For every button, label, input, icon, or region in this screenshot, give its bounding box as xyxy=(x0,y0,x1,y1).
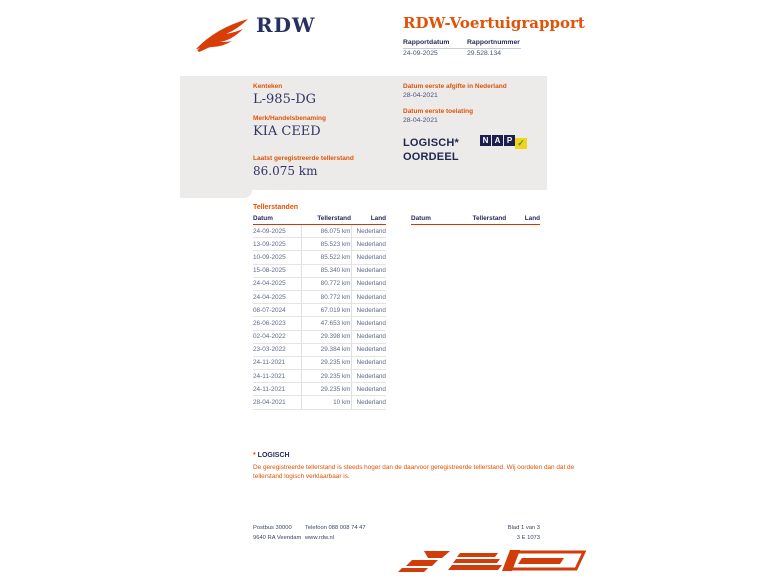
table-cell: 10-09-2025 xyxy=(253,251,301,264)
footer-form-code: 3 E 1073 xyxy=(516,535,540,541)
nap-letter-a: A xyxy=(492,135,503,146)
table-cell: 28-04-2021 xyxy=(253,396,301,409)
tellerstand-value: 86.075 km xyxy=(253,164,318,178)
table-cell: 86.075 km xyxy=(301,225,351,238)
table-cell: 15-08-2025 xyxy=(253,264,301,277)
footer-website: www.rdw.nl xyxy=(305,535,334,541)
table-cell: Nederland xyxy=(351,317,386,330)
oordeel-text xyxy=(403,136,459,164)
table-cell: Nederland xyxy=(351,343,386,356)
table-row xyxy=(253,238,386,251)
table-cell: Nederland xyxy=(351,304,386,317)
footnote-text: De geregistreerde tellerstand is steeds hoger dan de daarvoor geregistreerde tellerstand. Wij oordelen dan dat de tellerstand logisch verklaarbaar is. xyxy=(253,464,575,480)
panel-corner-tab xyxy=(180,190,252,198)
footer-address xyxy=(253,523,301,543)
table-cell: Nederland xyxy=(351,251,386,264)
table-cell: 47.653 km xyxy=(301,317,351,330)
table-row xyxy=(253,383,386,396)
table-cell: 29.235 km xyxy=(301,383,351,396)
tellerstanden-table xyxy=(253,215,386,410)
table-cell: 29.384 km xyxy=(301,343,351,356)
table-cell: Nederland xyxy=(351,383,386,396)
nap-checkmark-icon: ✓ xyxy=(515,138,527,149)
table-row xyxy=(253,396,386,409)
summary-left-column xyxy=(253,83,403,139)
table-cell: Nederland xyxy=(351,290,386,303)
afgifte-value: 28-04-2021 xyxy=(403,92,438,99)
nap-logo xyxy=(480,135,527,149)
column-header-tellerstand: Tellerstand xyxy=(457,215,506,225)
column-header-land: Land xyxy=(351,215,386,225)
footnote-asterisk: * xyxy=(253,452,258,459)
table-cell: 80.772 km xyxy=(301,277,351,290)
table-cell: 02-04-2022 xyxy=(253,330,301,343)
table-row xyxy=(253,225,386,238)
report-number-value: 29.528.134 xyxy=(467,50,502,57)
table-cell: Nederland xyxy=(351,238,386,251)
report-meta-values xyxy=(403,50,521,57)
table-cell: 29.235 km xyxy=(301,370,351,383)
table-header-row xyxy=(411,215,540,225)
nap-letter-n: N xyxy=(480,135,491,146)
footer-page-number: Blad 1 van 3 xyxy=(507,525,540,531)
table-cell: Nederland xyxy=(351,396,386,409)
footer-page-info xyxy=(508,523,540,543)
report-title: RDW-Voertuigrapport xyxy=(403,14,585,32)
oordeel-line1: LOGISCH* xyxy=(403,137,459,149)
table-cell: 24-04-2025 xyxy=(253,290,301,303)
footer-address-line2: 9640 RA Veendam xyxy=(253,535,302,541)
column-header-land: Land xyxy=(506,215,540,225)
table-row xyxy=(253,343,386,356)
table-cell: 85.522 km xyxy=(301,251,351,264)
table-row xyxy=(253,317,386,330)
rdw-logo-text: RDW xyxy=(256,13,316,37)
merk-label: Merk/Handelsbenaming xyxy=(253,115,326,122)
tellerstand-label: Laatst geregistreerde tellerstand xyxy=(253,155,354,162)
kenteken-label: Kenteken xyxy=(253,83,283,90)
table-cell: 85.523 km xyxy=(301,238,351,251)
table-cell: 80.772 km xyxy=(301,290,351,303)
table-cell: 29.398 km xyxy=(301,330,351,343)
table-row xyxy=(253,330,386,343)
table-header-row xyxy=(253,215,386,225)
table-cell: 24-11-2021 xyxy=(253,356,301,369)
rdw-logo-wing-icon xyxy=(194,16,250,54)
summary-right-column xyxy=(403,83,543,133)
table-cell: Nederland xyxy=(351,277,386,290)
column-header-tellerstand: Tellerstand xyxy=(301,215,351,225)
table-row xyxy=(253,277,386,290)
table-cell: 23-03-2022 xyxy=(253,343,301,356)
footer-contact xyxy=(305,523,366,543)
table-cell: 08-07-2024 xyxy=(253,304,301,317)
oordeel-line2: OORDEEL xyxy=(403,151,459,163)
nap-letter-p: P xyxy=(504,135,515,146)
table-cell: 13-09-2025 xyxy=(253,238,301,251)
table-cell: Nederland xyxy=(351,356,386,369)
tellerstanden-table-body xyxy=(253,225,386,410)
table-row xyxy=(253,304,386,317)
report-number-label: Rapportnummer xyxy=(467,39,520,46)
footnote-title-text: LOGISCH xyxy=(257,452,290,459)
table-row xyxy=(253,290,386,303)
table-cell: 26-06-2023 xyxy=(253,317,301,330)
toelating-value: 28-04-2021 xyxy=(403,117,438,124)
table-cell: 10 km xyxy=(301,396,351,409)
tellerstanden-heading: Tellerstanden xyxy=(253,204,298,211)
table-cell: 24-09-2025 xyxy=(253,225,301,238)
table-cell: 24-04-2025 xyxy=(253,277,301,290)
table-row xyxy=(253,370,386,383)
footer-address-line1: Postbus 30000 xyxy=(253,525,292,531)
merk-value: KIA CEED xyxy=(253,124,321,139)
table-row xyxy=(253,251,386,264)
table-row xyxy=(253,264,386,277)
report-date-value: 24-09-2025 xyxy=(403,50,438,57)
table-cell: 29.235 km xyxy=(301,356,351,369)
column-header-datum: Datum xyxy=(253,215,301,225)
decorative-stripes-graphic xyxy=(398,545,594,575)
table-cell: 24-11-2021 xyxy=(253,370,301,383)
table-cell: 85.340 km xyxy=(301,264,351,277)
vehicle-summary-panel xyxy=(180,76,547,190)
footer-phone: Telefoon 088 008 74 47 xyxy=(305,525,366,531)
table-row xyxy=(253,356,386,369)
table-cell: Nederland xyxy=(351,370,386,383)
table-cell: Nederland xyxy=(351,225,386,238)
kenteken-value: L-985-DG xyxy=(253,92,317,107)
report-meta-labels xyxy=(403,39,521,49)
table-cell: Nederland xyxy=(351,264,386,277)
footnote-title xyxy=(253,452,575,459)
toelating-label: Datum eerste toelating xyxy=(403,108,474,115)
report-date-label: Rapportdatum xyxy=(403,39,450,46)
afgifte-label: Datum eerste afgifte in Nederland xyxy=(403,83,507,90)
footnote xyxy=(253,452,575,481)
tellerstanden-table-empty xyxy=(411,215,540,225)
table-cell: 67.019 km xyxy=(301,304,351,317)
table-cell: Nederland xyxy=(351,330,386,343)
table-cell: 24-11-2021 xyxy=(253,383,301,396)
column-header-datum: Datum xyxy=(411,215,457,225)
